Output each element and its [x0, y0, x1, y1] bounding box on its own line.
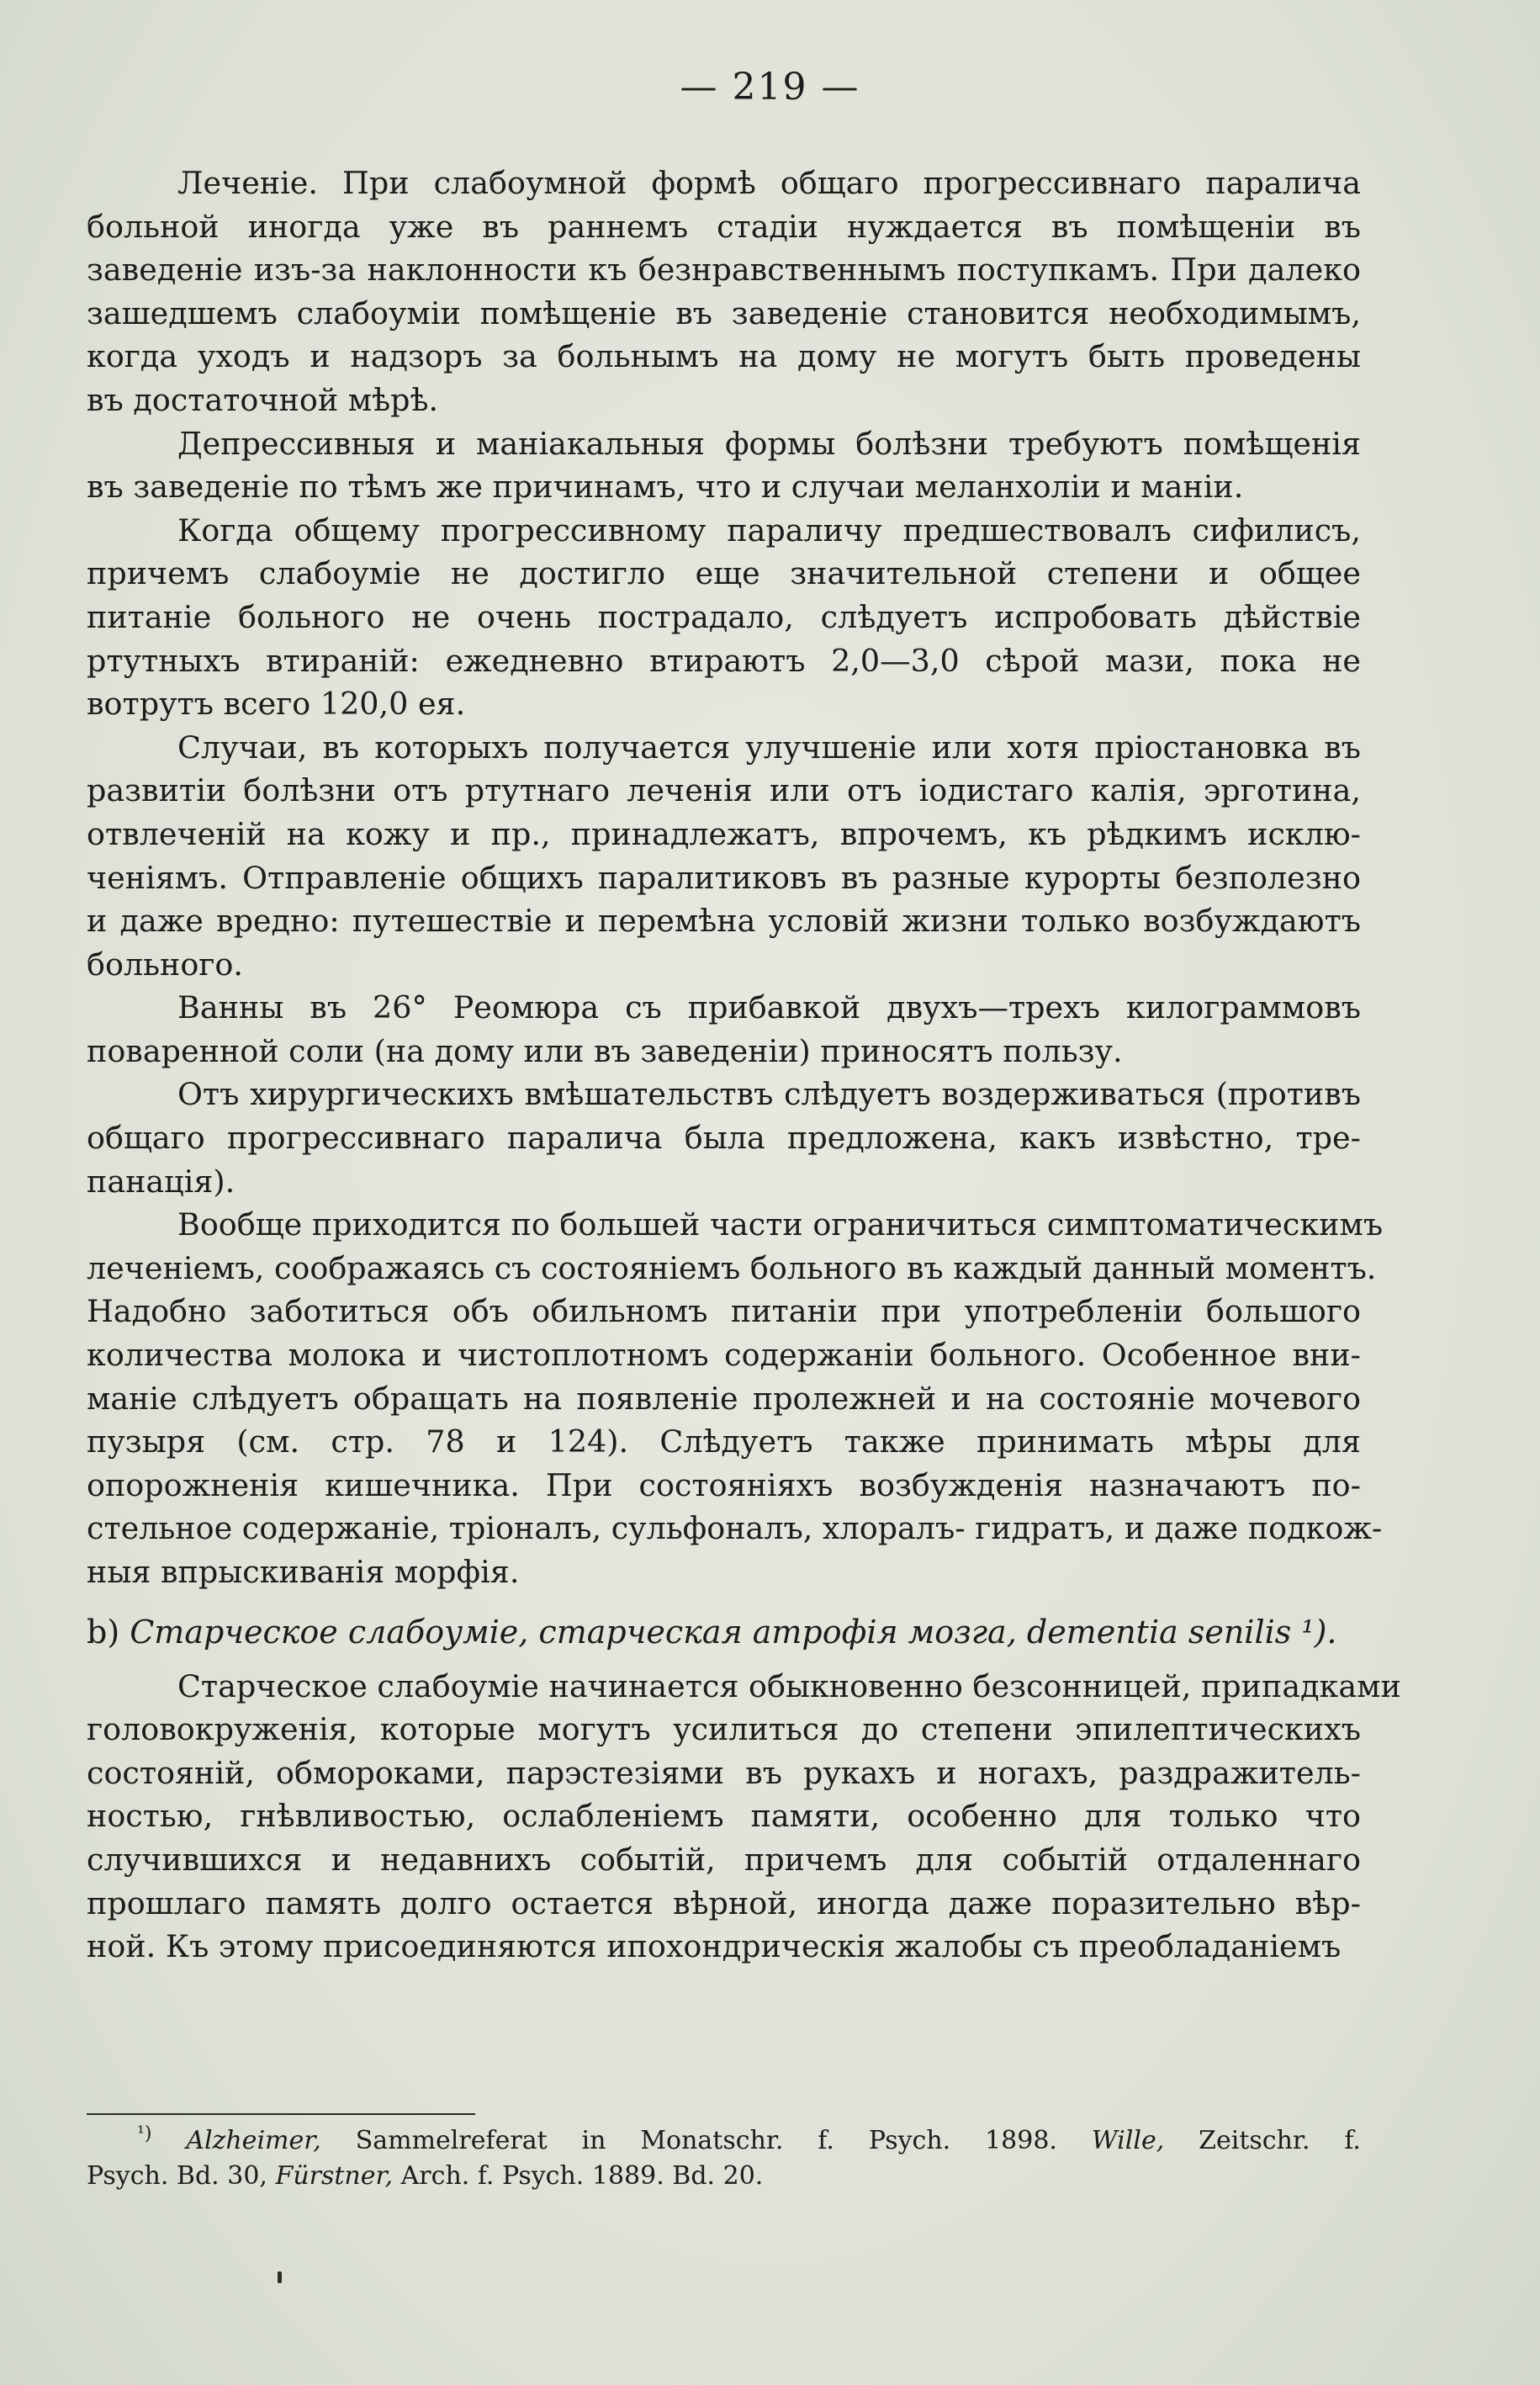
- ink-speck: [278, 2271, 282, 2283]
- text-line: ной. Къ этому присоединяются ипохондрическія жалобы съ преобладаніемъ: [87, 1928, 1342, 1965]
- section-letter: b): [87, 1613, 130, 1651]
- section-heading: [87, 1609, 1361, 1655]
- text-line: ныя впрыскиванія морфія.: [87, 1554, 520, 1590]
- text-line: пузыря (см. стр. 78 и 124). Слѣдуетъ также принимать мѣры для: [87, 1423, 1361, 1460]
- footnote-text: Sammelreferat in Monatschr. f. Psych. 1898.: [355, 2126, 1057, 2155]
- text-line: панація).: [87, 1163, 235, 1200]
- text-line: зашедшемъ слабоуміи помѣщеніе въ заведеніе становится необходимымъ,: [87, 294, 1361, 331]
- text-line: количества молока и чистоплотномъ содержаніи больного. Особенное вни-: [87, 1337, 1361, 1374]
- footnote-marker: ¹): [137, 2123, 152, 2144]
- text-line: поваренной соли (на дому или въ заведеніи) приносятъ пользу.: [87, 1032, 1123, 1069]
- text-line: заведеніе изъ-за наклонности къ безнравственнымъ поступкамъ. При далеко: [87, 252, 1361, 289]
- text-line: больной иногда уже въ раннемъ стадіи нуждается въ помѣщеніи въ: [87, 208, 1361, 245]
- footnote-author: Wille,: [1091, 2126, 1165, 2155]
- footnote-text: Zeitschr. f.: [1199, 2126, 1361, 2155]
- footnote-author: Alzheimer,: [186, 2126, 321, 2155]
- text-line: ностью, гнѣвливостью, ослабленіемъ памяти, особенно для только что: [87, 1798, 1361, 1835]
- text-line: и даже вредно: путешествіе и перемѣна условій жизни только возбуждаютъ: [87, 903, 1361, 940]
- text-line: ченіямъ. Отправленіе общихъ паралитиковъ въ разные курорты безполезно: [87, 859, 1361, 896]
- text-line: Когда общему прогрессивному параличу предшествовалъ сифилисъ,: [177, 511, 1361, 549]
- main-text: [87, 162, 1401, 1969]
- text-line: головокруженія, которые могутъ усилиться до степени эпилептическихъ: [87, 1711, 1361, 1748]
- footnote-divider: [87, 2113, 475, 2115]
- text-line: леченіемъ, соображаясь съ состояніемъ больного въ каждый данный моментъ.: [87, 1249, 1377, 1286]
- text-line: Отъ хирургическихъ вмѣшательствъ слѣдуетъ воздерживаться (противъ: [177, 1076, 1361, 1113]
- text-line: причемъ слабоуміе не достигло еще значительной степени и общее: [87, 555, 1361, 592]
- footnote-line: [87, 2123, 1361, 2159]
- text-line: Леченіе. При слабоумной формѣ общаго прогрессивнаго паралича: [177, 165, 1361, 201]
- text-line: когда уходъ и надзоръ за больнымъ на дому не могутъ быть проведены: [87, 338, 1361, 375]
- text-line: маніе слѣдуетъ обращать на появленіе пролежней и на состояніе мочевого: [87, 1380, 1361, 1417]
- text-line: стельное содержаніе, тріоналъ, сульфоналъ, хлоралъ- гидратъ, и даже подкож-: [87, 1510, 1383, 1547]
- text-line: больного.: [87, 946, 244, 983]
- footnote-line: [87, 2159, 1361, 2194]
- text-line: Старческое слабоуміе начинается обыкновенно безсонницей, припадками: [177, 1667, 1401, 1704]
- text-line: въ достаточной мѣрѣ.: [87, 381, 439, 418]
- text-line: питаніе больного не очень пострадало, слѣдуетъ испробовать дѣйствіе: [87, 598, 1361, 635]
- text-line: состояній, обмороками, парэстезіями въ рукахъ и ногахъ, раздражитель-: [87, 1754, 1361, 1791]
- text-line: въ заведеніе по тѣмъ же причинамъ, что и случаи меланхоліи и маніи.: [87, 469, 1244, 506]
- text-line: общаго прогрессивнаго паралича была предложена, какъ извѣстно, тре-: [87, 1120, 1361, 1157]
- text-line: ртутныхъ втираній: ежедневно втираютъ 2,0—3,0 сѣрой мази, пока не: [87, 642, 1361, 679]
- text-line: Надобно заботиться объ обильномъ питаніи при употребленіи большого: [87, 1293, 1361, 1330]
- text-line: отвлеченій на кожу и пр., принадлежатъ, впрочемъ, къ рѣдкимъ исклю-: [87, 815, 1361, 852]
- text-line: прошлаго память долго остается вѣрной, иногда даже поразительно вѣр-: [87, 1884, 1361, 1921]
- page-number: — 219 —: [680, 66, 860, 109]
- footnote-author: Fürstner,: [275, 2161, 394, 2191]
- text-line: Случаи, въ которыхъ получается улучшеніе или хотя пріостановка въ: [177, 729, 1361, 766]
- section-title: Старческое слабоуміе, старческая атрофія мозга, dementia senilis ¹).: [130, 1613, 1337, 1651]
- text-line: опорожненія кишечника. При состояніяхъ возбужденія назначаютъ по-: [87, 1466, 1361, 1503]
- text-line: Вообще приходится по большей части ограничиться симптоматическимъ: [177, 1206, 1384, 1243]
- text-line: Ванны въ 26° Реомюра съ прибавкой двухъ—трехъ килограммовъ: [177, 989, 1361, 1026]
- text-line: Депрессивныя и маніакальныя формы болѣзни требуютъ помѣщенія: [177, 425, 1361, 462]
- footnote-text: Arch. f. Psych. 1889. Bd. 20.: [400, 2161, 764, 2191]
- footnote-text: Psych. Bd. 30,: [87, 2161, 267, 2191]
- text-line: случившихся и недавнихъ событій, причемъ для событій отдаленнаго: [87, 1841, 1361, 1878]
- text-line: вотрутъ всего 120,0 ея.: [87, 686, 466, 723]
- footnotes: [87, 2123, 1361, 2194]
- text-line: развитіи болѣзни отъ ртутнаго леченія или отъ іодистаго калія, эрготина,: [87, 772, 1361, 809]
